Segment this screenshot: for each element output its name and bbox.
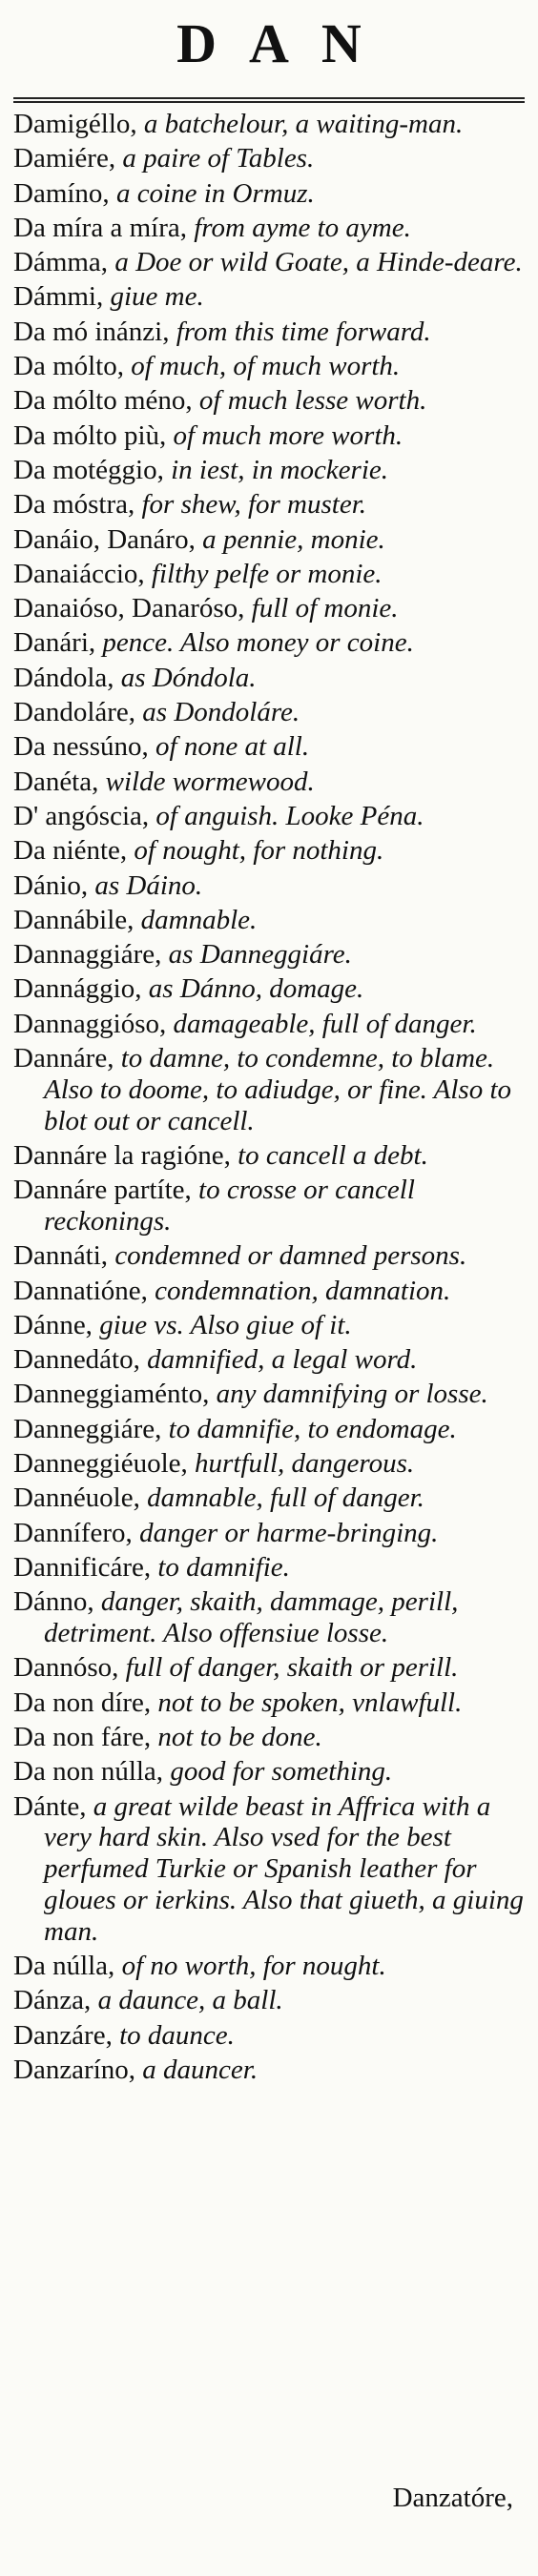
headword: Da mólto più,	[13, 419, 167, 451]
headword: Dannáre,	[13, 1043, 114, 1074]
headword: Da núlla,	[13, 1951, 115, 1982]
dictionary-entry	[13, 697, 525, 728]
headword: Dannóso,	[13, 1652, 119, 1684]
definition: giue me.	[103, 281, 204, 313]
definition: to daunce.	[112, 2019, 235, 2051]
dictionary-entry	[13, 1140, 525, 1172]
definition: for shew, for muster.	[134, 489, 367, 521]
dictionary-entry	[13, 1414, 525, 1445]
definition: condemned or damned persons.	[108, 1240, 467, 1272]
dictionary-entry	[13, 2020, 525, 2052]
definition: not to be spoken, vnlawfull.	[151, 1687, 463, 1718]
dictionary-entry	[13, 213, 525, 244]
definition: to cancell a debt.	[230, 1139, 428, 1171]
dictionary-entry	[13, 178, 525, 210]
definition: as Dáino.	[88, 869, 203, 901]
headword: Da niénte,	[13, 835, 128, 867]
headword: Dannaggiáre,	[13, 939, 162, 971]
headword: Da mó inánzi,	[13, 316, 170, 347]
dictionary-entry	[13, 1344, 525, 1376]
dictionary-entry	[13, 1687, 525, 1719]
running-head: DAN	[176, 12, 394, 74]
definition: of much lesse worth.	[192, 385, 427, 417]
dictionary-entry	[13, 1518, 525, 1549]
dictionary-entry	[13, 1448, 525, 1480]
entry-list	[13, 101, 525, 2089]
headword: Danneggiaménto,	[13, 1379, 210, 1410]
headword: Dándola,	[13, 662, 114, 693]
headword: Dámma,	[13, 247, 109, 278]
definition: full of monie.	[244, 593, 399, 624]
headword: Dámmi,	[13, 281, 104, 313]
definition: hurtfull, dangerous.	[187, 1448, 415, 1480]
definition: a pennie, monie.	[195, 523, 385, 555]
definition: full of danger, skaith or perill.	[118, 1652, 459, 1684]
catchword: Danzatóre,	[392, 2483, 513, 2513]
definition: a paire of Tables.	[115, 143, 315, 174]
definition: danger, skaith, dammage, perill, detriment. Also offensiue losse.	[44, 1586, 459, 1649]
dictionary-entry	[13, 663, 525, 694]
headword: Dannificáre,	[13, 1551, 152, 1583]
dictionary-entry	[13, 109, 525, 140]
dictionary-entry	[13, 1652, 525, 1684]
headword: Danári,	[13, 627, 96, 659]
headword: Dánte,	[13, 1790, 87, 1822]
headword: Danaiáccio,	[13, 558, 145, 589]
dictionary-entry	[13, 559, 525, 590]
dictionary-entry	[13, 905, 525, 936]
headword: Dannatióne,	[13, 1275, 148, 1306]
definition: of much, of much worth.	[124, 351, 401, 382]
definition: a batchelour, a waiting-man.	[136, 109, 464, 139]
dictionary-entry	[13, 767, 525, 798]
definition: damnable, full of danger.	[139, 1482, 424, 1514]
headword: Dannífero,	[13, 1517, 133, 1548]
dictionary-entry	[13, 420, 525, 452]
definition: as Dóndola.	[114, 662, 257, 693]
headword: Da nessúno,	[13, 731, 149, 763]
dictionary-entry	[13, 1009, 525, 1040]
dictionary-entry	[13, 1756, 525, 1788]
headword: Dannéuole,	[13, 1482, 140, 1514]
headword: Da non díre,	[13, 1687, 152, 1718]
dictionary-entry	[13, 247, 525, 278]
dictionary-entry	[13, 1240, 525, 1272]
headword: Da mólto,	[13, 351, 124, 382]
dictionary-entry	[13, 593, 525, 624]
dictionary-entry	[13, 317, 525, 348]
definition: of no worth, for nought.	[114, 1951, 386, 1982]
dictionary-entry	[13, 1379, 525, 1410]
definition: damnable.	[134, 904, 258, 935]
definition: of anguish. Looke Péna.	[149, 800, 424, 831]
dictionary-entry	[13, 281, 525, 313]
headword: Danaióso, Danaróso,	[13, 593, 245, 624]
dictionary-entry	[13, 939, 525, 971]
dictionary-entry	[13, 351, 525, 382]
headword: Dánza,	[13, 1985, 92, 2016]
definition: of none at all.	[148, 731, 310, 763]
headword: Danzáre,	[13, 2019, 113, 2051]
definition: from ayme to ayme.	[186, 212, 411, 243]
headword: Danzaríno,	[13, 2054, 136, 2085]
headword: Da mólto méno,	[13, 385, 193, 417]
headword: Da non núlla,	[13, 1756, 164, 1788]
headword: Dánno,	[13, 1586, 94, 1618]
headword: Da míra a míra,	[13, 212, 187, 243]
headword: Dannedáto,	[13, 1344, 140, 1376]
definition: in iest, in mockerie.	[163, 454, 389, 485]
definition: a Doe or wild Goate, a Hinde-deare.	[108, 247, 523, 278]
dictionary-entry	[13, 627, 525, 659]
definition: of nought, for nothing.	[127, 835, 384, 867]
dictionary-entry	[13, 385, 525, 417]
definition: to crosse or cancell reckonings.	[44, 1175, 415, 1237]
definition: danger or harme-bringing.	[132, 1517, 439, 1548]
headword: Dánio,	[13, 869, 89, 901]
definition: as Dondoláre.	[135, 697, 300, 728]
dictionary-entry	[13, 1722, 525, 1753]
definition: any damnifying or losse.	[209, 1379, 488, 1410]
headword: Danéta,	[13, 766, 99, 797]
definition: as Dánno, domage.	[141, 973, 364, 1005]
definition: wilde wormewood.	[98, 766, 315, 797]
dictionary-entry	[13, 835, 525, 867]
headword: Damigéllo,	[13, 109, 137, 139]
headword: Danneggiáre,	[13, 1413, 162, 1444]
headword: Dannaggióso,	[13, 1008, 167, 1039]
definition: to damnifie, to endomage.	[161, 1413, 457, 1444]
headword: Dannáre partíte,	[13, 1175, 192, 1206]
dictionary-entry	[13, 1175, 525, 1237]
definition: a dauncer.	[135, 2054, 259, 2085]
headword: Dánne,	[13, 1309, 93, 1340]
definition: from this time forward.	[169, 316, 431, 347]
dictionary-entry	[13, 1791, 525, 1948]
dictionary-entry	[13, 1276, 525, 1307]
dictionary-entry	[13, 1482, 525, 1514]
dictionary-entry	[13, 801, 525, 832]
dictionary-entry	[13, 2055, 525, 2086]
definition: good for something.	[163, 1756, 393, 1788]
definition: as Danneggiáre.	[161, 939, 352, 971]
definition: not to be done.	[151, 1721, 322, 1752]
dictionary-entry	[13, 870, 525, 902]
page-header	[13, 8, 525, 99]
headword: Da móstra,	[13, 489, 135, 521]
definition: a great wilde beast in Affrica with a very hard skin. Also vsed for the best perfumed Turkie or Spanish leather for gloues or ierkins. Also that giueth, a giuing man.	[44, 1790, 524, 1947]
definition: damageable, full of danger.	[166, 1008, 477, 1039]
headword: Da non fáre,	[13, 1721, 152, 1752]
definition: of much more worth.	[166, 419, 404, 451]
headword: D' angóscia,	[13, 800, 150, 831]
definition: giue vs. Also giue of it.	[92, 1309, 352, 1340]
dictionary-entry	[13, 455, 525, 486]
headword: Dannáre la ragióne,	[13, 1139, 231, 1171]
definition: damnified, a legal word.	[139, 1344, 418, 1376]
headword: Dannáti,	[13, 1240, 109, 1272]
dictionary-entry	[13, 1951, 525, 1982]
definition: to damne, to condemne, to blame. Also to doome, to adiudge, or fine. Also to blot out or cancell.	[44, 1043, 512, 1136]
dictionary-entry	[13, 731, 525, 763]
dictionary-entry	[13, 973, 525, 1005]
dictionary-entry	[13, 1043, 525, 1136]
definition: a daunce, a ball.	[91, 1985, 283, 2016]
headword: Dannábile,	[13, 904, 134, 935]
headword: Damíno,	[13, 177, 110, 209]
definition: a coine in Ormuz.	[109, 177, 315, 209]
dictionary-entry	[13, 489, 525, 521]
headword: Damiére,	[13, 143, 116, 174]
dictionary-entry	[13, 1310, 525, 1341]
dictionary-entry	[13, 143, 525, 174]
definition: filthy pelfe or monie.	[144, 558, 383, 589]
definition: pence. Also money or coine.	[95, 627, 414, 659]
dictionary-entry	[13, 1586, 525, 1649]
headword: Dannággio,	[13, 973, 142, 1005]
dictionary-entry	[13, 1552, 525, 1584]
dictionary-entry	[13, 524, 525, 556]
headword: Da motéggio,	[13, 454, 164, 485]
headword: Dandoláre,	[13, 697, 136, 728]
definition: condemnation, damnation.	[147, 1275, 451, 1306]
definition: to damnifie.	[151, 1551, 290, 1583]
dictionary-entry	[13, 1985, 525, 2016]
headword: Danneggiéuole,	[13, 1448, 188, 1480]
headword: Danáio, Danáro,	[13, 523, 196, 555]
